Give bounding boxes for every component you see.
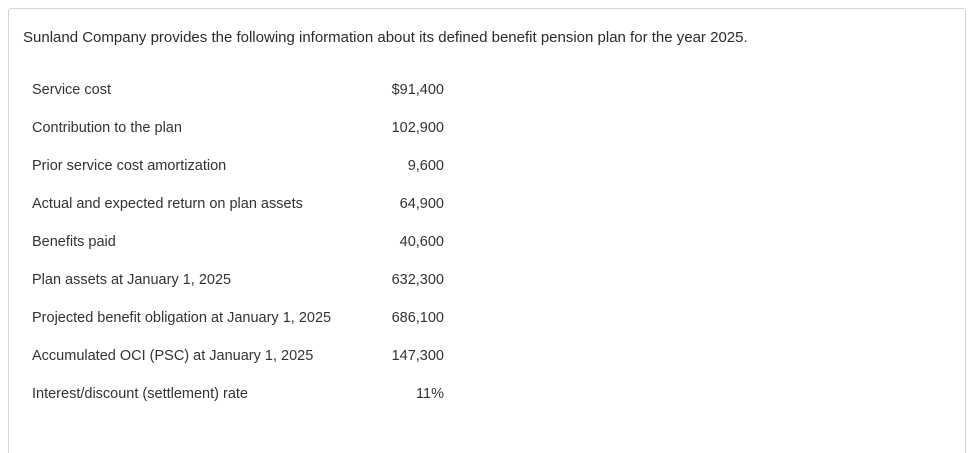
row-label: Prior service cost amortization — [32, 158, 227, 174]
row-label: Benefits paid — [32, 234, 116, 250]
row-value: 40,600 — [399, 234, 444, 250]
table-row — [32, 375, 444, 413]
row-label: Contribution to the plan — [32, 120, 182, 136]
row-value: 9,600 — [407, 158, 444, 174]
table-row — [32, 147, 444, 185]
table-row — [32, 299, 444, 337]
row-value: 102,900 — [391, 120, 444, 136]
row-label: Interest/discount (settlement) rate — [32, 386, 248, 402]
table-row — [32, 337, 444, 375]
row-value: 64,900 — [399, 196, 444, 212]
row-label: Projected benefit obligation at January 1, 2025 — [32, 310, 332, 326]
row-label: Accumulated OCI (PSC) at January 1, 2025 — [32, 348, 314, 364]
row-label: Service cost — [32, 82, 111, 98]
table-row — [32, 261, 444, 299]
table-row — [32, 71, 444, 109]
table-row — [32, 185, 444, 223]
table-row — [32, 223, 444, 261]
row-label: Plan assets at January 1, 2025 — [32, 272, 232, 288]
pension-data-table — [32, 71, 444, 413]
table-row — [32, 109, 444, 147]
row-value: 686,100 — [391, 310, 444, 326]
row-label: Actual and expected return on plan assets — [32, 196, 303, 212]
row-value: 147,300 — [391, 348, 444, 364]
problem-statement: Sunland Company provides the following information about its defined benefit pension plan for the year 2025. — [23, 29, 748, 46]
row-value: 11% — [416, 386, 444, 402]
question-card — [8, 8, 966, 453]
row-value: $91,400 — [391, 82, 444, 98]
row-value: 632,300 — [391, 272, 444, 288]
